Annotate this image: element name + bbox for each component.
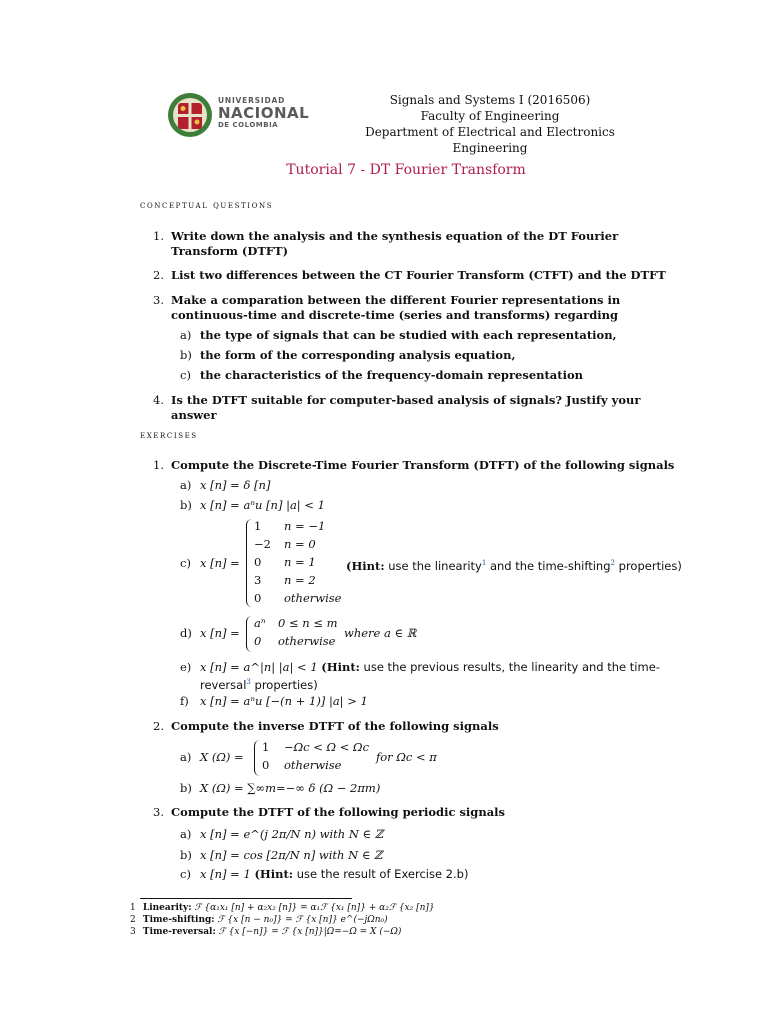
hint-text: use the previous results, the linearity and the time-	[363, 660, 660, 674]
exercise-1e-cont	[200, 675, 318, 693]
footnote-1	[130, 903, 435, 914]
hint-label: (Hint:	[254, 867, 294, 881]
footnote-divider	[140, 898, 352, 899]
signal-expression: x [n] = a^|n| |a| < 1	[200, 660, 318, 674]
logo-line-3: DE COLOMBIA	[218, 121, 279, 129]
footnote-text: ℱ {x [n − n₀]} = ℱ {x [n]} e^(−jΩn₀)	[217, 915, 388, 925]
signal-expression: x [n] = aⁿu [n] |a| < 1	[200, 498, 325, 512]
signal-expression: x [n] = aⁿu [−(n + 1)] |a| > 1	[200, 694, 368, 708]
signal-expression: x [n] = 1	[200, 867, 251, 881]
case-value: 0	[262, 758, 270, 772]
logo-line-1: UNIVERSIDAD	[218, 96, 286, 105]
exercise-2a-label: a) X (Ω) =	[180, 750, 244, 764]
case-condition: n = 0	[284, 537, 316, 551]
case-condition: n = 1	[284, 555, 316, 569]
footnote-label: Time-reversal:	[142, 927, 216, 937]
hint-text-end: properties)	[254, 677, 318, 692]
conceptual-question-1: 1. Write down the analysis and the synthesis equation of the DT Fourier Transform (DTFT)	[153, 229, 675, 259]
exercise-2a-condition: for Ωc < π	[376, 750, 437, 764]
footnote-ref-3[interactable]: 3	[246, 678, 251, 686]
footnote-ref-1[interactable]: 1	[481, 559, 487, 567]
conceptual-question-4: 4. Is the DTFT suitable for computer-based analysis of signals? Justify your answer	[153, 393, 675, 423]
exercise-2: 2. Compute the inverse DTFT of the following signals	[153, 719, 675, 734]
hint-text-mid: and the time-shifting	[489, 558, 611, 573]
footnote-text: ℱ {x [−n]} = ℱ {x [n]}|Ω=−Ω = X (−Ω)	[218, 927, 402, 937]
hint-text-line2: reversal	[200, 677, 247, 692]
piecewise-brace	[246, 616, 253, 652]
section-heading-exercises: exercises	[140, 430, 198, 441]
signal-expression: x [n] = δ [n]	[200, 478, 271, 492]
conceptual-question-3c: c) the characteristics of the frequency-domain representation	[180, 368, 583, 382]
footnote-number: 1	[130, 903, 136, 913]
signal-lhs: X (Ω) =	[200, 750, 244, 764]
case-value: aⁿ	[254, 616, 266, 630]
piecewise-conditions	[284, 517, 341, 607]
exercise-1d-label: d) x [n] =	[180, 626, 240, 640]
course-header	[330, 92, 650, 156]
footnote-number: 2	[130, 915, 136, 925]
exercise-2b: b) X (Ω) = ∑∞m=−∞ δ (Ω − 2πm)	[180, 781, 381, 795]
exercise-1a: a) x [n] = δ [n]	[180, 478, 271, 492]
signal-expression: x [n] = cos [2π/N n] with N ∈ ℤ	[200, 848, 383, 862]
conceptual-question-3b: b) the form of the corresponding analysis equation,	[180, 348, 516, 362]
exercise-1d-where: where a ∈ ℝ	[344, 626, 417, 640]
department-name: Department of Electrical and Electronics Engineering	[365, 125, 615, 155]
piecewise-values	[262, 738, 269, 774]
case-condition: n = −1	[284, 519, 326, 533]
footnote-text: ℱ {α₁x₁ [n] + α₂x₂ [n]} = α₁ℱ {x₁ [n]} + α₂ℱ {x₂ [n]}	[194, 903, 435, 913]
exercise-1f: f) x [n] = aⁿu [−(n + 1)] |a| > 1	[180, 694, 368, 708]
piecewise-values	[254, 517, 271, 607]
exercise-text: Compute the Discrete-Time Fourier Transform (DTFT) of the following signals	[171, 458, 675, 472]
subquestion-text: the type of signals that can be studied with each representation,	[200, 328, 617, 342]
case-condition: −Ωc < Ω < Ωc	[284, 740, 370, 754]
faculty-name: Faculty of Engineering	[420, 109, 560, 123]
piecewise-brace	[254, 740, 261, 776]
question-text: Make a comparation between the different Fourier representations in continuous-time and discrete-time (series and transforms) regarding	[171, 293, 621, 322]
footnote-label: Linearity:	[142, 903, 192, 913]
hint-text: use the linearity	[388, 558, 482, 573]
piecewise-conditions	[278, 614, 338, 650]
conceptual-question-2: 2. List two differences between the CT Fourier Transform (CTFT) and the DTFT	[153, 268, 675, 283]
university-logo	[166, 86, 310, 144]
question-text: Is the DTFT suitable for computer-based analysis of signals? Justify your answer	[171, 393, 641, 422]
piecewise-conditions	[284, 738, 369, 774]
exercise-3c: c) x [n] = 1 (Hint: use the result of Exercise 2.b)	[180, 867, 469, 881]
exercise-3a: a) x [n] = e^(j 2π/N n) with N ∈ ℤ	[180, 827, 384, 841]
question-text: List two differences between the CT Fourier Transform (CTFT) and the DTFT	[171, 268, 666, 282]
section-heading-conceptual: conceptual questions	[140, 200, 274, 211]
case-condition: 0 ≤ n ≤ m	[278, 616, 338, 630]
signal-expression: x [n] = e^(j 2π/N n) with N ∈ ℤ	[200, 827, 384, 841]
footnote-ref-2[interactable]: 2	[610, 559, 615, 567]
case-condition: otherwise	[284, 591, 342, 605]
case-value: 0	[254, 591, 262, 605]
exercise-1: 1. Compute the Discrete-Time Fourier Transform (DTFT) of the following signals	[153, 458, 675, 472]
hint-text-end: properties)	[618, 558, 682, 573]
university-seal-icon	[166, 86, 214, 144]
case-value: 1	[254, 519, 262, 533]
exercise-3: 3. Compute the DTFT of the following periodic signals	[153, 805, 675, 820]
signal-lhs: x [n] =	[200, 626, 240, 640]
subquestion-text: the form of the corresponding analysis equation,	[200, 348, 516, 362]
signal-lhs: x [n] =	[200, 556, 240, 570]
case-condition: n = 2	[284, 573, 316, 587]
exercise-text: Compute the DTFT of the following periodic signals	[171, 805, 505, 819]
case-condition: otherwise	[278, 634, 336, 648]
case-value: −2	[254, 537, 271, 551]
case-value: 0	[254, 634, 262, 648]
footnote-3	[130, 927, 401, 938]
question-text: Write down the analysis and the synthesis equation of the DT Fourier Transform (DTFT)	[171, 229, 619, 258]
subquestion-text: the characteristics of the frequency-domain representation	[200, 368, 583, 382]
exercise-1b: b) x [n] = aⁿu [n] |a| < 1	[180, 498, 325, 512]
footnote-label: Time-shifting:	[142, 915, 215, 925]
logo-line-2: NACIONAL	[218, 104, 310, 122]
hint-text: use the result of Exercise 2.b)	[296, 867, 469, 881]
page-title: Tutorial 7 - DT Fourier Transform	[286, 162, 526, 178]
case-value: 0	[254, 555, 262, 569]
case-value: 3	[254, 573, 262, 587]
exercise-1c-hint	[346, 556, 682, 574]
signal-expression: X (Ω) = ∑∞m=−∞ δ (Ω − 2πm)	[200, 781, 381, 795]
case-condition: otherwise	[284, 758, 342, 772]
exercise-3b: b) x [n] = cos [2π/N n] with N ∈ ℤ	[180, 848, 383, 862]
hint-label: (Hint:	[346, 558, 385, 573]
hint-label: (Hint:	[321, 660, 360, 674]
exercise-text: Compute the inverse DTFT of the following signals	[171, 719, 499, 733]
conceptual-question-3: 3. Make a comparation between the different Fourier representations in continuous-time and discrete-time (series and transforms) regarding	[153, 293, 675, 323]
footnote-2	[130, 915, 388, 926]
course-name: Signals and Systems I (2016506)	[389, 93, 591, 107]
case-value: 1	[262, 740, 270, 754]
exercise-1e: e) x [n] = a^|n| |a| < 1 (Hint: use the previous results, the linearity and the time-	[180, 660, 660, 674]
piecewise-values	[254, 614, 266, 650]
exercise-1c-label: c) x [n] =	[180, 556, 240, 570]
footnote-number: 3	[130, 927, 136, 937]
piecewise-brace	[246, 519, 253, 607]
conceptual-question-3a: a) the type of signals that can be studied with each representation,	[180, 328, 617, 342]
